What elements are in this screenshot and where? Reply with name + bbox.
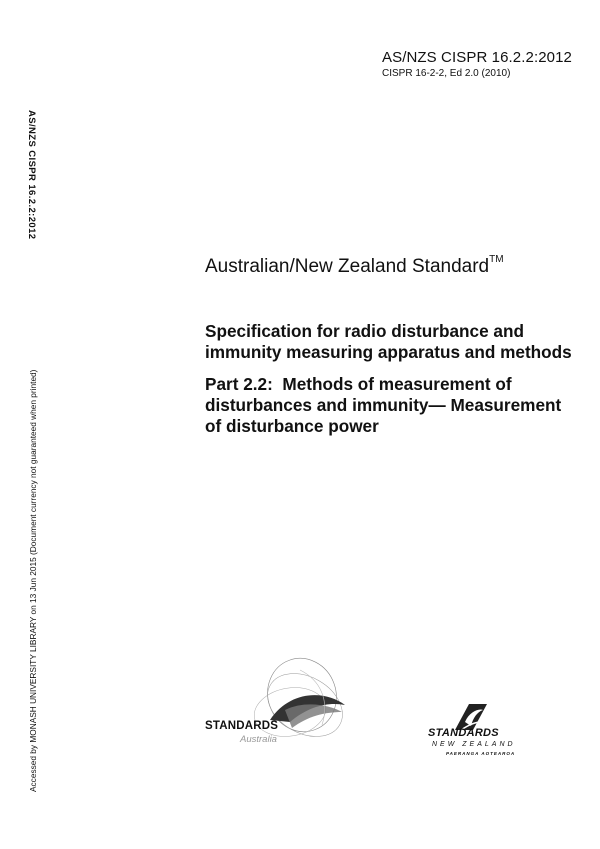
trademark-symbol: TM [489,253,504,265]
title-block [205,321,575,448]
document-reference: CISPR 16-2-2, Ed 2.0 (2010) [382,68,511,79]
standard-label [205,253,504,278]
spine-label: AS/NZS CISPR 16.2.2:2012 [26,110,37,240]
standards-australia-name: STANDARDS [205,720,279,732]
standards-australia-sub: Australia [240,734,277,745]
access-note: Accessed by MONASH UNIVERSITY LIBRARY on 13 Jun 2015 (Document currency not guaranteed when printed) [28,369,38,792]
standards-nz-name: STANDARDS [428,727,499,739]
main-title: Specification for radio disturbance and immunity measuring apparatus and methods [205,321,572,362]
part-title: Part 2.2: Methods of measurement of disturbances and immunity— Measurement of disturbance power [205,374,567,436]
standards-nz-sub: NEW ZEALAND [432,741,516,748]
document-number: AS/NZS CISPR 16.2.2:2012 [382,49,572,66]
standard-label-text: Australian/New Zealand Standard [205,256,490,277]
standards-nz-maori-name: PAERANGA AOTEAROA [446,751,516,756]
